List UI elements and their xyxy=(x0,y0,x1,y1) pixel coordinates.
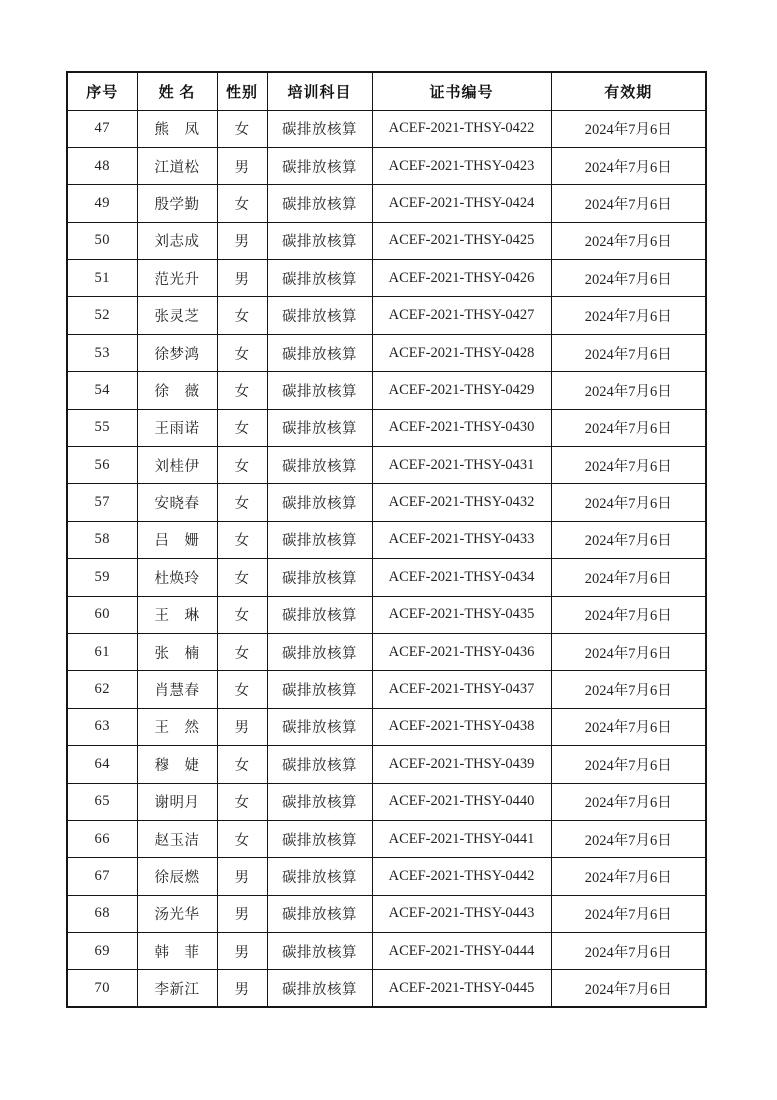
cell-gender: 女 xyxy=(217,297,267,334)
cell-subject: 碳排放核算 xyxy=(267,671,372,708)
cell-gender: 男 xyxy=(217,147,267,184)
column-header-serial: 序号 xyxy=(67,72,137,110)
cell-subject: 碳排放核算 xyxy=(267,447,372,484)
cell-validity: 2024年7月6日 xyxy=(551,334,706,371)
cell-cert-number: ACEF-2021-THSY-0426 xyxy=(372,260,551,297)
cell-cert-number: ACEF-2021-THSY-0437 xyxy=(372,671,551,708)
table-row xyxy=(67,746,706,783)
cell-serial: 67 xyxy=(67,858,137,895)
table-row xyxy=(67,260,706,297)
cell-validity: 2024年7月6日 xyxy=(551,521,706,558)
cell-cert-number: ACEF-2021-THSY-0438 xyxy=(372,708,551,745)
cell-serial: 59 xyxy=(67,559,137,596)
cell-serial: 58 xyxy=(67,521,137,558)
cell-validity: 2024年7月6日 xyxy=(551,484,706,521)
cell-subject: 碳排放核算 xyxy=(267,858,372,895)
cell-gender: 男 xyxy=(217,222,267,259)
cell-serial: 60 xyxy=(67,596,137,633)
table-row xyxy=(67,447,706,484)
cell-cert-number: ACEF-2021-THSY-0430 xyxy=(372,409,551,446)
cell-serial: 54 xyxy=(67,372,137,409)
cell-serial: 49 xyxy=(67,185,137,222)
cell-validity: 2024年7月6日 xyxy=(551,708,706,745)
cell-cert-number: ACEF-2021-THSY-0432 xyxy=(372,484,551,521)
cell-validity: 2024年7月6日 xyxy=(551,970,706,1007)
certificate-table xyxy=(66,71,707,1008)
cell-cert-number: ACEF-2021-THSY-0423 xyxy=(372,147,551,184)
cell-subject: 碳排放核算 xyxy=(267,895,372,932)
cell-cert-number: ACEF-2021-THSY-0444 xyxy=(372,933,551,970)
cell-serial: 64 xyxy=(67,746,137,783)
cell-validity: 2024年7月6日 xyxy=(551,820,706,857)
cell-validity: 2024年7月6日 xyxy=(551,559,706,596)
cell-validity: 2024年7月6日 xyxy=(551,185,706,222)
cell-cert-number: ACEF-2021-THSY-0424 xyxy=(372,185,551,222)
cell-cert-number: ACEF-2021-THSY-0428 xyxy=(372,334,551,371)
cell-gender: 女 xyxy=(217,820,267,857)
cell-serial: 66 xyxy=(67,820,137,857)
table-row xyxy=(67,484,706,521)
cell-gender: 女 xyxy=(217,746,267,783)
cell-name: 刘志成 xyxy=(137,222,217,259)
cell-name: 安晓春 xyxy=(137,484,217,521)
cell-subject: 碳排放核算 xyxy=(267,746,372,783)
cell-gender: 女 xyxy=(217,110,267,147)
table-row xyxy=(67,596,706,633)
cell-validity: 2024年7月6日 xyxy=(551,596,706,633)
cell-serial: 50 xyxy=(67,222,137,259)
cell-validity: 2024年7月6日 xyxy=(551,671,706,708)
cell-validity: 2024年7月6日 xyxy=(551,110,706,147)
table-row xyxy=(67,372,706,409)
cell-gender: 女 xyxy=(217,447,267,484)
table-header xyxy=(67,72,706,110)
table-row xyxy=(67,559,706,596)
cell-name: 殷学勤 xyxy=(137,185,217,222)
cell-subject: 碳排放核算 xyxy=(267,409,372,446)
cell-validity: 2024年7月6日 xyxy=(551,260,706,297)
cell-validity: 2024年7月6日 xyxy=(551,372,706,409)
cell-subject: 碳排放核算 xyxy=(267,820,372,857)
cell-name: 王 琳 xyxy=(137,596,217,633)
cell-cert-number: ACEF-2021-THSY-0434 xyxy=(372,559,551,596)
column-header-cert-number: 证书编号 xyxy=(372,72,551,110)
cell-serial: 65 xyxy=(67,783,137,820)
cell-subject: 碳排放核算 xyxy=(267,110,372,147)
cell-gender: 男 xyxy=(217,708,267,745)
header-row xyxy=(67,72,706,110)
cell-cert-number: ACEF-2021-THSY-0442 xyxy=(372,858,551,895)
column-header-gender: 性别 xyxy=(217,72,267,110)
cell-subject: 碳排放核算 xyxy=(267,596,372,633)
cell-cert-number: ACEF-2021-THSY-0443 xyxy=(372,895,551,932)
cell-name: 韩 菲 xyxy=(137,933,217,970)
cell-subject: 碳排放核算 xyxy=(267,260,372,297)
cell-serial: 55 xyxy=(67,409,137,446)
cell-cert-number: ACEF-2021-THSY-0440 xyxy=(372,783,551,820)
cell-subject: 碳排放核算 xyxy=(267,633,372,670)
cell-name: 穆 婕 xyxy=(137,746,217,783)
cell-subject: 碳排放核算 xyxy=(267,185,372,222)
cell-name: 刘桂伊 xyxy=(137,447,217,484)
cell-gender: 男 xyxy=(217,895,267,932)
cell-cert-number: ACEF-2021-THSY-0422 xyxy=(372,110,551,147)
cell-serial: 63 xyxy=(67,708,137,745)
cell-serial: 47 xyxy=(67,110,137,147)
cell-name: 张 楠 xyxy=(137,633,217,670)
cell-validity: 2024年7月6日 xyxy=(551,746,706,783)
cell-cert-number: ACEF-2021-THSY-0439 xyxy=(372,746,551,783)
cell-validity: 2024年7月6日 xyxy=(551,447,706,484)
cell-serial: 53 xyxy=(67,334,137,371)
cell-subject: 碳排放核算 xyxy=(267,484,372,521)
cell-gender: 女 xyxy=(217,334,267,371)
table-row xyxy=(67,222,706,259)
cell-serial: 61 xyxy=(67,633,137,670)
cell-gender: 女 xyxy=(217,372,267,409)
cell-name: 张灵芝 xyxy=(137,297,217,334)
cell-gender: 女 xyxy=(217,783,267,820)
cell-validity: 2024年7月6日 xyxy=(551,858,706,895)
cell-subject: 碳排放核算 xyxy=(267,708,372,745)
cell-cert-number: ACEF-2021-THSY-0435 xyxy=(372,596,551,633)
table-row xyxy=(67,297,706,334)
cell-serial: 51 xyxy=(67,260,137,297)
cell-validity: 2024年7月6日 xyxy=(551,633,706,670)
cell-gender: 女 xyxy=(217,559,267,596)
cell-gender: 男 xyxy=(217,858,267,895)
cell-subject: 碳排放核算 xyxy=(267,372,372,409)
cell-name: 李新江 xyxy=(137,970,217,1007)
cell-serial: 70 xyxy=(67,970,137,1007)
cell-name: 汤光华 xyxy=(137,895,217,932)
cell-subject: 碳排放核算 xyxy=(267,297,372,334)
cell-subject: 碳排放核算 xyxy=(267,970,372,1007)
cell-cert-number: ACEF-2021-THSY-0433 xyxy=(372,521,551,558)
cell-cert-number: ACEF-2021-THSY-0427 xyxy=(372,297,551,334)
column-header-validity: 有效期 xyxy=(551,72,706,110)
cell-validity: 2024年7月6日 xyxy=(551,409,706,446)
cell-subject: 碳排放核算 xyxy=(267,783,372,820)
cell-gender: 男 xyxy=(217,933,267,970)
cell-serial: 68 xyxy=(67,895,137,932)
cell-name: 谢明月 xyxy=(137,783,217,820)
table-row xyxy=(67,895,706,932)
cell-validity: 2024年7月6日 xyxy=(551,297,706,334)
table-row xyxy=(67,334,706,371)
cell-subject: 碳排放核算 xyxy=(267,147,372,184)
cell-name: 徐梦鸿 xyxy=(137,334,217,371)
table-row xyxy=(67,708,706,745)
cell-validity: 2024年7月6日 xyxy=(551,933,706,970)
cell-gender: 女 xyxy=(217,409,267,446)
table-row xyxy=(67,933,706,970)
cell-serial: 56 xyxy=(67,447,137,484)
cell-name: 徐辰燃 xyxy=(137,858,217,895)
cell-gender: 女 xyxy=(217,484,267,521)
table-row xyxy=(67,409,706,446)
cell-name: 肖慧春 xyxy=(137,671,217,708)
cell-name: 王雨诺 xyxy=(137,409,217,446)
cell-name: 吕 姗 xyxy=(137,521,217,558)
cell-serial: 62 xyxy=(67,671,137,708)
table-row xyxy=(67,858,706,895)
cell-cert-number: ACEF-2021-THSY-0441 xyxy=(372,820,551,857)
cell-cert-number: ACEF-2021-THSY-0429 xyxy=(372,372,551,409)
table-row xyxy=(67,671,706,708)
table-row xyxy=(67,521,706,558)
cell-serial: 48 xyxy=(67,147,137,184)
cell-serial: 69 xyxy=(67,933,137,970)
cell-name: 范光升 xyxy=(137,260,217,297)
cell-serial: 52 xyxy=(67,297,137,334)
table-body xyxy=(67,110,706,1007)
column-header-subject: 培训科目 xyxy=(267,72,372,110)
table-row xyxy=(67,783,706,820)
cell-name: 徐 薇 xyxy=(137,372,217,409)
cell-validity: 2024年7月6日 xyxy=(551,147,706,184)
table-row xyxy=(67,185,706,222)
cell-subject: 碳排放核算 xyxy=(267,933,372,970)
cell-gender: 女 xyxy=(217,596,267,633)
cell-name: 王 然 xyxy=(137,708,217,745)
table-row xyxy=(67,820,706,857)
cell-cert-number: ACEF-2021-THSY-0425 xyxy=(372,222,551,259)
cell-gender: 女 xyxy=(217,633,267,670)
cell-name: 赵玉洁 xyxy=(137,820,217,857)
cell-name: 熊 凤 xyxy=(137,110,217,147)
table-row xyxy=(67,110,706,147)
cell-cert-number: ACEF-2021-THSY-0431 xyxy=(372,447,551,484)
cell-gender: 男 xyxy=(217,260,267,297)
cell-name: 江道松 xyxy=(137,147,217,184)
cell-cert-number: ACEF-2021-THSY-0445 xyxy=(372,970,551,1007)
cell-validity: 2024年7月6日 xyxy=(551,783,706,820)
cell-subject: 碳排放核算 xyxy=(267,334,372,371)
cell-gender: 女 xyxy=(217,185,267,222)
table-row xyxy=(67,970,706,1007)
cell-serial: 57 xyxy=(67,484,137,521)
cell-validity: 2024年7月6日 xyxy=(551,222,706,259)
cell-subject: 碳排放核算 xyxy=(267,222,372,259)
table-row xyxy=(67,633,706,670)
column-header-name: 姓 名 xyxy=(137,72,217,110)
cell-validity: 2024年7月6日 xyxy=(551,895,706,932)
cell-gender: 女 xyxy=(217,671,267,708)
cell-subject: 碳排放核算 xyxy=(267,559,372,596)
cell-cert-number: ACEF-2021-THSY-0436 xyxy=(372,633,551,670)
cell-gender: 女 xyxy=(217,521,267,558)
cell-name: 杜焕玲 xyxy=(137,559,217,596)
cell-gender: 男 xyxy=(217,970,267,1007)
cell-subject: 碳排放核算 xyxy=(267,521,372,558)
table-row xyxy=(67,147,706,184)
